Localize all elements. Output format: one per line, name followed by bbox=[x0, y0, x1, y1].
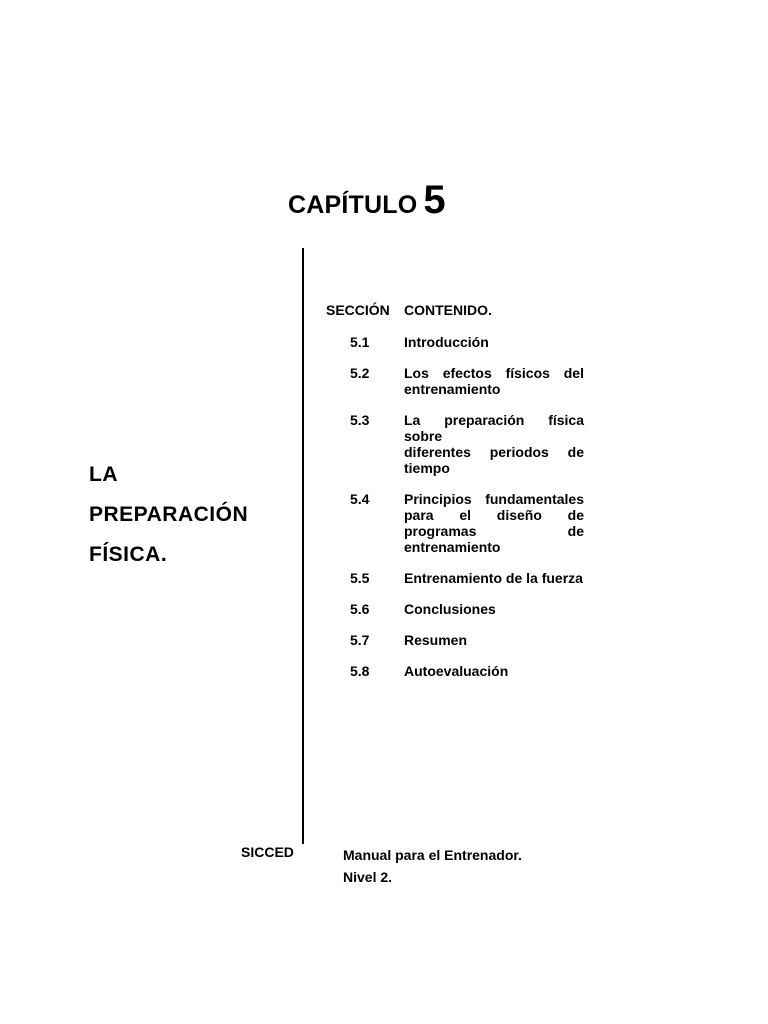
toc-item-number: 5.7 bbox=[350, 632, 370, 648]
chapter-word: CAPÍTULO bbox=[288, 191, 418, 219]
toc-item-number: 5.4 bbox=[350, 491, 370, 507]
vertical-divider bbox=[302, 248, 304, 844]
footer-manual-title: Manual para el Entrenador. bbox=[343, 847, 522, 863]
toc-item bbox=[326, 570, 584, 586]
section-title bbox=[89, 460, 248, 580]
toc-item-number: 5.6 bbox=[350, 601, 370, 617]
toc-item bbox=[326, 632, 584, 648]
toc-item-text: Introducción bbox=[404, 334, 489, 350]
toc-item bbox=[326, 601, 584, 617]
chapter-number: 5 bbox=[423, 178, 446, 222]
footer-manual bbox=[343, 844, 522, 888]
chapter-heading bbox=[288, 178, 446, 223]
footer-organization: SICCED bbox=[241, 844, 294, 860]
toc-item bbox=[326, 412, 584, 476]
toc-item-text: Conclusiones bbox=[404, 601, 496, 617]
section-title-line: FÍSICA. bbox=[89, 543, 168, 566]
toc-item-text: Los efectos físicos del entrenamiento bbox=[404, 365, 584, 397]
toc-item bbox=[326, 365, 584, 397]
toc-item bbox=[326, 663, 584, 679]
toc-item-text: Autoevaluación bbox=[404, 663, 509, 679]
table-of-contents bbox=[326, 302, 584, 694]
toc-header-content: CONTENIDO. bbox=[404, 302, 492, 318]
toc-item bbox=[326, 491, 584, 555]
toc-header-section: SECCIÓN bbox=[326, 302, 390, 318]
toc-item-text: Resumen bbox=[404, 632, 468, 648]
section-title-line: PREPARACIÓN bbox=[89, 503, 249, 526]
toc-header bbox=[326, 302, 584, 334]
toc-item-number: 5.3 bbox=[350, 412, 370, 428]
toc-item-number: 5.8 bbox=[350, 663, 370, 679]
toc-item-text: Principios fundamentales para el diseño de programas de entrenamiento bbox=[404, 491, 584, 555]
toc-item-number: 5.1 bbox=[350, 334, 370, 350]
section-title-line: LA bbox=[89, 463, 118, 486]
toc-item bbox=[326, 334, 584, 350]
footer-level: Nivel 2. bbox=[343, 869, 393, 885]
toc-item-number: 5.5 bbox=[350, 570, 370, 586]
toc-item-text: Entrenamiento de la fuerza bbox=[404, 570, 583, 586]
toc-item-text: La preparación física sobre diferentes periodos de tiempo bbox=[404, 412, 584, 476]
toc-item-number: 5.2 bbox=[350, 365, 370, 381]
